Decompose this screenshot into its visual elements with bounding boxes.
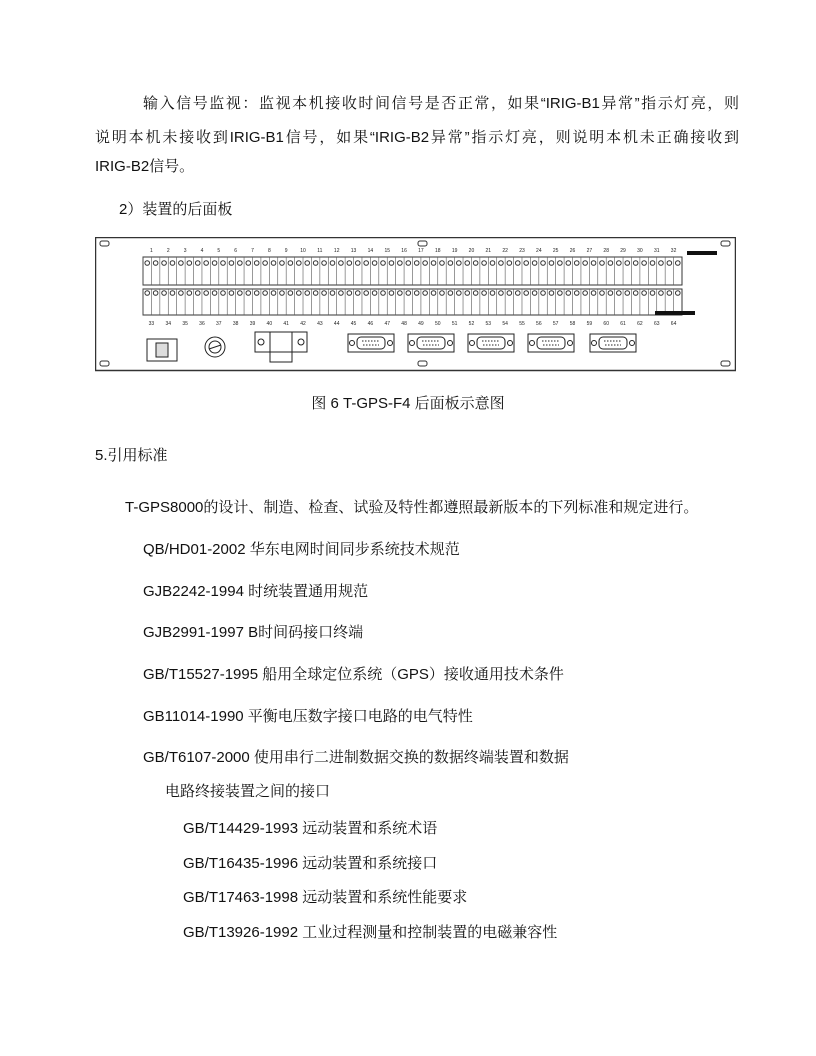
terminal-number: 25	[552, 248, 559, 254]
terminal-number: 22	[502, 248, 508, 254]
section-heading: 5.引用标准	[95, 447, 168, 464]
sub-standard-item: GB/T13926-1992 工业过程测量和控制装置的电磁兼容性	[183, 924, 558, 941]
terminal-number: 5	[217, 248, 221, 254]
terminal-number: 28	[603, 248, 609, 254]
terminal-number: 33	[148, 321, 155, 327]
paragraph-line: IRIG-B2信号。	[95, 158, 195, 175]
terminal-number: 40	[266, 321, 273, 327]
terminal-number: 3	[183, 248, 187, 254]
terminal-number: 57	[552, 321, 559, 327]
section-intro: T-GPS8000的设计、制造、检查、试验及特性都遵照最新版本的下列标准和规定进行。	[125, 499, 699, 516]
paragraph-line: 说明本机未接收到IRIG-B1信号，如果“IRIG-B2异常”指示灯亮，则说明本机未正确接收到	[95, 129, 739, 146]
terminal-number: 30	[637, 248, 643, 254]
terminal-number: 35	[182, 321, 188, 327]
terminal-number: 12	[333, 248, 340, 254]
terminal-number: 50	[434, 321, 441, 327]
terminal-number: 42	[300, 321, 306, 327]
sub-standard-item: GB/T14429-1993 远动装置和系统术语	[183, 820, 438, 837]
terminal-number: 29	[620, 248, 626, 254]
terminal-number: 63	[653, 321, 660, 327]
terminal-number: 56	[536, 321, 542, 327]
terminal-number: 23	[519, 248, 525, 254]
terminal-number: 58	[569, 321, 576, 327]
paragraph-line: 输入信号监视：监视本机接收时间信号是否正常，如果“IRIG-B1异常”指示灯亮，则	[143, 95, 739, 112]
terminal-number: 49	[418, 321, 424, 327]
terminal-number: 48	[401, 321, 407, 327]
terminal-number: 60	[603, 321, 609, 327]
terminal-number: 36	[199, 321, 205, 327]
terminal-number: 18	[434, 248, 441, 254]
terminal-number: 43	[317, 321, 323, 327]
terminal-number: 54	[502, 321, 508, 327]
terminal-number: 32	[670, 248, 677, 254]
terminal-number: 31	[653, 248, 660, 254]
sub-standard-item: GB/T16435-1996 远动装置和系统接口	[183, 855, 438, 872]
rear-panel-diagram	[95, 237, 736, 372]
terminal-number: 46	[367, 321, 374, 327]
terminal-number: 10	[300, 248, 306, 254]
terminal-number: 61	[620, 321, 626, 327]
terminal-number: 16	[401, 248, 407, 254]
figure-caption: 图 6 T-GPS-F4 后面板示意图	[311, 395, 505, 412]
terminal-number: 19	[451, 248, 458, 254]
terminal-number: 45	[350, 321, 357, 327]
standard-item: GB/T6107-2000 使用串行二进制数据交换的数据终端装置和数据	[143, 749, 569, 766]
terminal-number: 24	[536, 248, 542, 254]
terminal-number: 39	[249, 321, 256, 327]
subheading: 2）装置的后面板	[119, 201, 233, 218]
standard-continuation: 电路终接装置之间的接口	[165, 783, 331, 800]
standard-item: GJB2242-1994 时统装置通用规范	[143, 583, 369, 600]
terminal-number: 38	[232, 321, 239, 327]
terminal-number: 47	[384, 321, 391, 327]
standard-item: GB/T15527-1995 船用全球定位系统（GPS）接收通用技术条件	[143, 666, 564, 683]
terminal-number: 51	[451, 321, 458, 327]
terminal-number: 15	[384, 248, 391, 254]
terminal-number: 17	[418, 248, 424, 254]
terminal-number: 4	[200, 248, 204, 254]
terminal-number: 53	[485, 321, 492, 327]
terminal-number: 59	[586, 321, 593, 327]
terminal-number: 37	[216, 321, 222, 327]
terminal-number: 55	[519, 321, 525, 327]
terminal-number: 9	[284, 248, 288, 254]
terminal-number: 41	[283, 321, 289, 327]
terminal-number: 26	[569, 248, 576, 254]
terminal-number: 52	[468, 321, 475, 327]
terminal-number: 13	[350, 248, 357, 254]
terminal-number: 20	[468, 248, 475, 254]
terminal-number: 6	[234, 248, 238, 254]
standard-item: GJB2991-1997 B时间码接口终端	[143, 624, 364, 641]
terminal-number: 11	[317, 248, 323, 254]
terminal-number: 8	[267, 248, 271, 254]
terminal-number: 27	[586, 248, 593, 254]
terminal-number: 34	[165, 321, 172, 327]
terminal-number: 21	[485, 248, 492, 254]
terminal-number: 14	[367, 248, 374, 254]
terminal-number: 7	[251, 248, 254, 254]
sub-standard-item: GB/T17463-1998 远动装置和系统性能要求	[183, 889, 468, 906]
standard-item: QB/HD01-2002 华东电网时间同步系统技术规范	[143, 541, 460, 558]
terminal-number: 2	[166, 248, 170, 254]
terminal-number: 44	[333, 321, 340, 327]
standard-item: GB11014-1990 平衡电压数字接口电路的电气特性	[143, 708, 473, 725]
terminal-number: 1	[150, 248, 153, 254]
terminal-number: 62	[637, 321, 643, 327]
terminal-number: 64	[670, 321, 677, 327]
